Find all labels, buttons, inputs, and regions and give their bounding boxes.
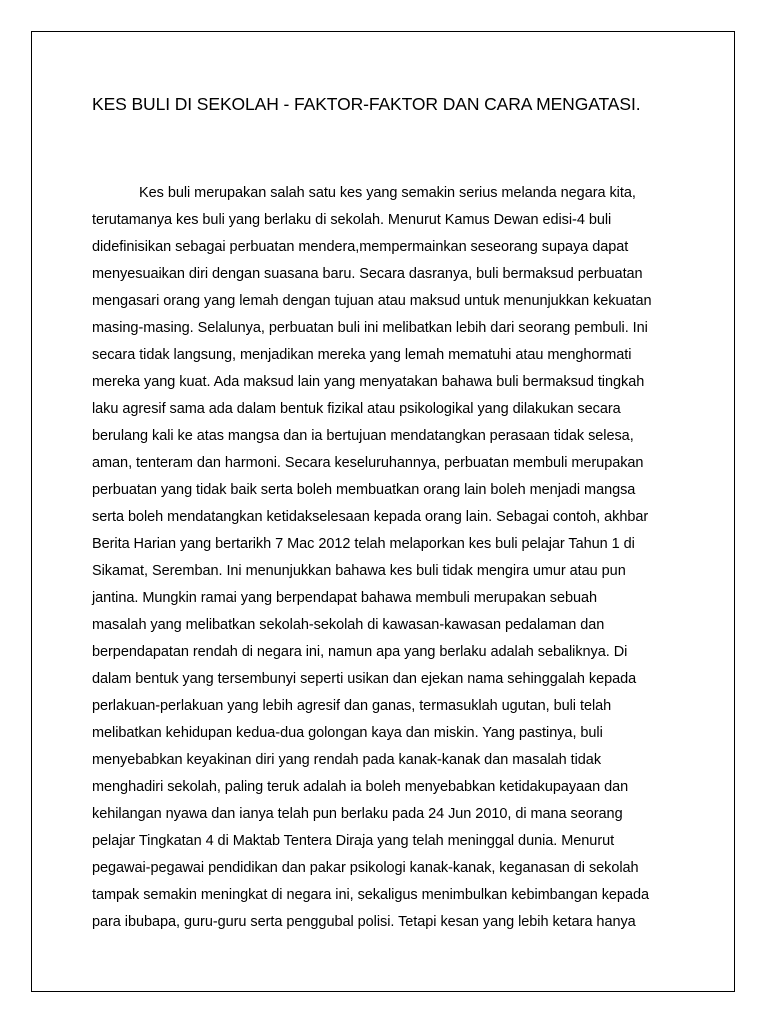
body-line: pegawai-pegawai pendidikan dan pakar psikologi kanak-kanak, keganasan di sekolah (92, 860, 639, 876)
body-line: jantina. Mungkin ramai yang berpendapat bahawa membuli merupakan sebuah (92, 590, 598, 606)
body-line: tampak semakin meningkat di negara ini, sekaligus menimbulkan kebimbangan kepada (92, 887, 649, 903)
body-line: Sikamat, Seremban. Ini menunjukkan bahawa kes buli tidak mengira umur atau pun (92, 563, 626, 579)
body-line: menghadiri sekolah, paling teruk adalah ia boleh menyebabkan ketidakupayaan dan (92, 779, 629, 795)
body-line: para ibubapa, guru-guru serta penggubal polisi. Tetapi kesan yang lebih ketara hanya (92, 914, 636, 930)
body-line: terutamanya kes buli yang berlaku di sekolah. Menurut Kamus Dewan edisi-4 buli (92, 212, 612, 228)
body-line: melibatkan kehidupan kedua-dua golongan kaya dan miskin. Yang pastinya, buli (92, 725, 603, 741)
body-line: menyebabkan keyakinan diri yang rendah pada kanak-kanak dan masalah tidak (92, 752, 602, 768)
body-line: aman, tenteram dan harmoni. Secara keseluruhannya, perbuatan membuli merupakan (92, 455, 644, 471)
body-line: mengasari orang yang lemah dengan tujuan atau maksud untuk menunjukkan kekuatan (92, 293, 652, 309)
body-line: secara tidak langsung, menjadikan mereka yang lemah mematuhi atau menghormati (92, 347, 632, 363)
body-line: mereka yang kuat. Ada maksud lain yang menyatakan bahawa buli bermaksud tingkah (92, 374, 645, 390)
body-line: laku agresif sama ada dalam bentuk fizikal atau psikologikal yang dilakukan secara (92, 401, 621, 417)
body-line: masing-masing. Selalunya, perbuatan buli ini melibatkan lebih dari seorang pembuli. Ini (92, 320, 648, 336)
document-title: KES BULI DI SEKOLAH - FAKTOR-FAKTOR DAN CARA MENGATASI. (92, 94, 641, 114)
body-line: pelajar Tingkatan 4 di Maktab Tentera Diraja yang telah meninggal dunia. Menurut (92, 833, 615, 849)
body-line: didefinisikan sebagai perbuatan mendera,mempermainkan seseorang supaya dapat (92, 239, 629, 255)
body-line: menyesuaikan diri dengan suasana baru. Secara dasranya, buli bermaksud perbuatan (92, 266, 643, 282)
document-body (92, 180, 682, 936)
body-line: berulang kali ke atas mangsa dan ia bertujuan mendatangkan perasaan tidak selesa, (92, 428, 634, 444)
body-line: masalah yang melibatkan sekolah-sekolah di kawasan-kawasan pedalaman dan (92, 617, 605, 633)
body-line: Kes buli merupakan salah satu kes yang semakin serius melanda negara kita, (139, 185, 636, 201)
body-line: dalam bentuk yang tersembunyi seperti usikan dan ejekan nama sehinggalah kepada (92, 671, 637, 687)
body-line: perlakuan-perlakuan yang lebih agresif dan ganas, termasuklah ugutan, buli telah (92, 698, 612, 714)
body-line: perbuatan yang tidak baik serta boleh membuatkan orang lain boleh menjadi mangsa (92, 482, 636, 498)
document-page (31, 31, 735, 992)
body-line: serta boleh mendatangkan ketidakselesaan kepada orang lain. Sebagai contoh, akhbar (92, 509, 649, 525)
body-line: kehilangan nyawa dan ianya telah pun berlaku pada 24 Jun 2010, di mana seorang (92, 806, 623, 822)
body-line: Berita Harian yang bertarikh 7 Mac 2012 telah melaporkan kes buli pelajar Tahun 1 di (92, 536, 635, 552)
body-line: berpendapatan rendah di negara ini, namun apa yang berlaku adalah sebaliknya. Di (92, 644, 628, 660)
